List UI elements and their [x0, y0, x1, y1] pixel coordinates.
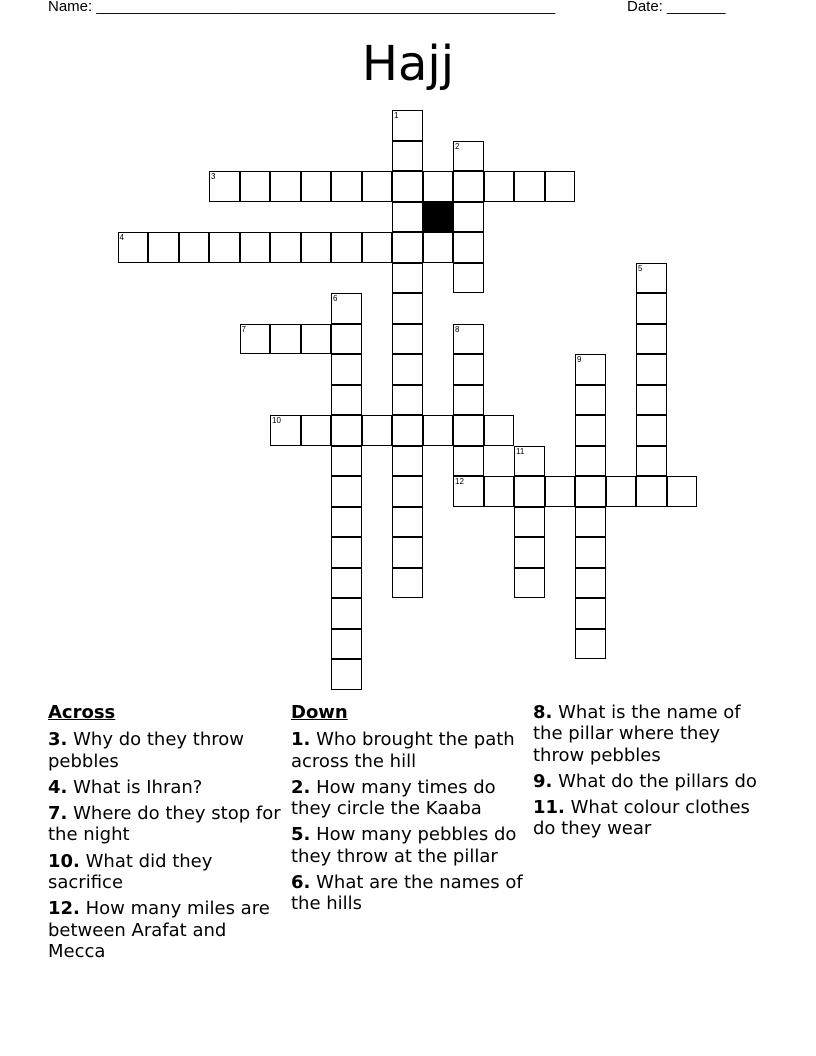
- crossword-cell[interactable]: [331, 537, 362, 568]
- clue-number-label: 9: [577, 355, 582, 364]
- clue-number-label: 11: [516, 446, 525, 456]
- crossword-cell[interactable]: [331, 598, 362, 629]
- black-square: [423, 202, 454, 233]
- down-heading: Down: [291, 702, 348, 723]
- crossword-cell[interactable]: [453, 446, 484, 477]
- crossword-cell[interactable]: [636, 385, 667, 416]
- clue-text: Where do they stop for the night: [48, 803, 281, 846]
- crossword-cell[interactable]: [301, 324, 332, 355]
- crossword-cell[interactable]: [484, 171, 515, 202]
- clue-down-2: [291, 777, 526, 820]
- crossword-cell[interactable]: [453, 171, 484, 202]
- crossword-cell[interactable]: [392, 415, 423, 446]
- clue-down-5: [291, 824, 526, 867]
- clue-number: 3.: [48, 729, 68, 751]
- crossword-cell[interactable]: [453, 385, 484, 416]
- crossword-cell[interactable]: [575, 446, 606, 477]
- crossword-cell[interactable]: [240, 324, 271, 355]
- crossword-cell[interactable]: [484, 476, 515, 507]
- clue-number: 10.: [48, 850, 80, 872]
- crossword-cell[interactable]: [392, 232, 423, 263]
- crossword-cell[interactable]: [270, 415, 301, 446]
- clue-text: How many pebbles do they throw at the pillar: [291, 824, 517, 867]
- crossword-cell[interactable]: [209, 171, 240, 202]
- crossword-cell[interactable]: [392, 476, 423, 507]
- crossword-cell[interactable]: [392, 141, 423, 172]
- crossword-cell[interactable]: [392, 293, 423, 324]
- crossword-cell[interactable]: [331, 232, 362, 263]
- crossword-cell[interactable]: [575, 507, 606, 538]
- crossword-cell[interactable]: [240, 232, 271, 263]
- clue-across-12: [48, 898, 288, 962]
- crossword-cell[interactable]: [240, 171, 271, 202]
- crossword-cell[interactable]: [392, 263, 423, 294]
- crossword-cell[interactable]: [270, 324, 301, 355]
- clue-number: 2.: [291, 776, 311, 798]
- crossword-cell[interactable]: [392, 568, 423, 599]
- crossword-cell[interactable]: [636, 354, 667, 385]
- crossword-cell[interactable]: [392, 324, 423, 355]
- crossword-cell[interactable]: [423, 415, 454, 446]
- crossword-cell[interactable]: [392, 385, 423, 416]
- crossword-cell[interactable]: [209, 232, 240, 263]
- clue-text: How many miles are between Arafat and Mecca: [48, 898, 270, 962]
- crossword-cell[interactable]: [362, 415, 393, 446]
- crossword-cell[interactable]: [392, 507, 423, 538]
- clue-number: 12.: [48, 898, 80, 920]
- crossword-cell[interactable]: [575, 354, 606, 385]
- clue-across-3: [48, 729, 288, 772]
- crossword-cell[interactable]: [331, 446, 362, 477]
- crossword-cell[interactable]: [453, 354, 484, 385]
- clue-text: What is the name of the pillar where they throw pebbles: [533, 702, 741, 766]
- crossword-cell[interactable]: [301, 415, 332, 446]
- page-title: Hajj: [361, 36, 455, 92]
- crossword-cell[interactable]: [636, 446, 667, 477]
- crossword-cell[interactable]: [453, 202, 484, 233]
- clue-number-label: 4: [119, 233, 124, 242]
- crossword-cell[interactable]: [667, 476, 698, 507]
- clue-number: 5.: [291, 824, 311, 846]
- crossword-cell[interactable]: [575, 598, 606, 629]
- crossword-cell[interactable]: [148, 232, 179, 263]
- crossword-cell[interactable]: [514, 171, 545, 202]
- crossword-cell[interactable]: [392, 202, 423, 233]
- crossword-cell[interactable]: [636, 263, 667, 294]
- clue-text: What are the names of the hills: [291, 872, 523, 915]
- crossword-cell[interactable]: [453, 141, 484, 172]
- crossword-cell[interactable]: [453, 232, 484, 263]
- clue-down-1: [291, 729, 526, 772]
- crossword-cell[interactable]: [575, 537, 606, 568]
- clue-down-9: [533, 771, 773, 792]
- crossword-cell[interactable]: [392, 537, 423, 568]
- crossword-cell[interactable]: [331, 385, 362, 416]
- crossword-cell[interactable]: [301, 232, 332, 263]
- crossword-cell[interactable]: [423, 232, 454, 263]
- crossword-cell[interactable]: [545, 476, 576, 507]
- crossword-cell[interactable]: [453, 324, 484, 355]
- across-heading: Across: [48, 702, 116, 723]
- crossword-cell[interactable]: [301, 171, 332, 202]
- clue-number-label: 7: [241, 324, 246, 334]
- crossword-cell[interactable]: [453, 415, 484, 446]
- crossword-cell[interactable]: [331, 354, 362, 385]
- clue-across-7: [48, 803, 288, 846]
- crossword-cell[interactable]: [575, 415, 606, 446]
- crossword-cell[interactable]: [636, 415, 667, 446]
- crossword-cell[interactable]: [514, 446, 545, 477]
- clue-across-4: [48, 777, 288, 798]
- crossword-cell[interactable]: [606, 476, 637, 507]
- clue-number: 4.: [48, 776, 68, 798]
- name-field[interactable]: Name: _______________________________________________________: [48, 0, 556, 15]
- clue-number-label: 1: [394, 111, 399, 120]
- clue-number: 9.: [533, 770, 553, 792]
- crossword-cell[interactable]: [331, 324, 362, 355]
- clue-text: Who brought the path across the hill: [291, 729, 515, 772]
- crossword-cell[interactable]: [392, 171, 423, 202]
- crossword-cell[interactable]: [331, 629, 362, 660]
- clue-down-8: [533, 702, 773, 766]
- clue-number-label: 8: [455, 324, 460, 334]
- crossword-cell[interactable]: [331, 171, 362, 202]
- crossword-cell[interactable]: [514, 507, 545, 538]
- crossword-cell[interactable]: [362, 232, 393, 263]
- crossword-cell[interactable]: [636, 324, 667, 355]
- crossword-cell[interactable]: [423, 171, 454, 202]
- crossword-cell[interactable]: [331, 568, 362, 599]
- clue-text: What colour clothes do they wear: [533, 797, 750, 840]
- across-clues: [48, 702, 288, 967]
- crossword-cell[interactable]: [362, 171, 393, 202]
- clue-across-10: [48, 851, 288, 894]
- crossword-cell[interactable]: [331, 659, 362, 690]
- clue-number-label: 2: [455, 141, 460, 151]
- clue-number-label: 3: [211, 172, 216, 181]
- clue-down-6: [291, 872, 526, 915]
- clue-number-label: 5: [638, 263, 643, 273]
- crossword-cell[interactable]: [331, 293, 362, 324]
- crossword-cell[interactable]: [331, 507, 362, 538]
- crossword-cell[interactable]: [575, 476, 606, 507]
- crossword-cell[interactable]: [392, 110, 423, 141]
- clue-number: 7.: [48, 803, 68, 825]
- crossword-cell[interactable]: [514, 537, 545, 568]
- crossword-cell[interactable]: [270, 171, 301, 202]
- crossword-cell[interactable]: [575, 629, 606, 660]
- clue-number-label: 6: [333, 294, 338, 303]
- crossword-cell[interactable]: [270, 232, 301, 263]
- crossword-cell[interactable]: [545, 171, 576, 202]
- clue-number: 8.: [533, 702, 553, 723]
- down-clues: [291, 702, 526, 920]
- clue-text: How many times do they circle the Kaaba: [291, 776, 496, 820]
- crossword-cell[interactable]: [514, 476, 545, 507]
- date-field[interactable]: Date: _______: [627, 0, 726, 15]
- clue-number-label: 10: [272, 416, 281, 425]
- clue-number: 1.: [291, 729, 311, 751]
- crossword-cell[interactable]: [331, 476, 362, 507]
- crossword-cell[interactable]: [453, 476, 484, 507]
- down-clues-continued: [533, 702, 773, 845]
- clue-text: Why do they throw pebbles: [48, 729, 244, 772]
- clue-text: What do the pillars do: [558, 770, 757, 792]
- clue-number: 11.: [533, 797, 565, 819]
- crossword-cell[interactable]: [636, 293, 667, 324]
- crossword-cell[interactable]: [179, 232, 210, 263]
- crossword-cell[interactable]: [484, 415, 515, 446]
- clue-number: 6.: [291, 872, 311, 894]
- crossword-cell[interactable]: [392, 446, 423, 477]
- clue-text: What did they sacrifice: [48, 850, 213, 894]
- crossword-cell[interactable]: [514, 568, 545, 599]
- clue-down-11: [533, 797, 773, 840]
- crossword-cell[interactable]: [636, 476, 667, 507]
- crossword-cell[interactable]: [392, 354, 423, 385]
- clue-text: What is Ihran?: [73, 776, 203, 798]
- crossword-cell[interactable]: [331, 415, 362, 446]
- crossword-cell[interactable]: [453, 263, 484, 294]
- crossword-cell[interactable]: [575, 385, 606, 416]
- crossword-cell[interactable]: [575, 568, 606, 599]
- crossword-cell[interactable]: [118, 232, 149, 263]
- clue-number-label: 12: [455, 477, 464, 486]
